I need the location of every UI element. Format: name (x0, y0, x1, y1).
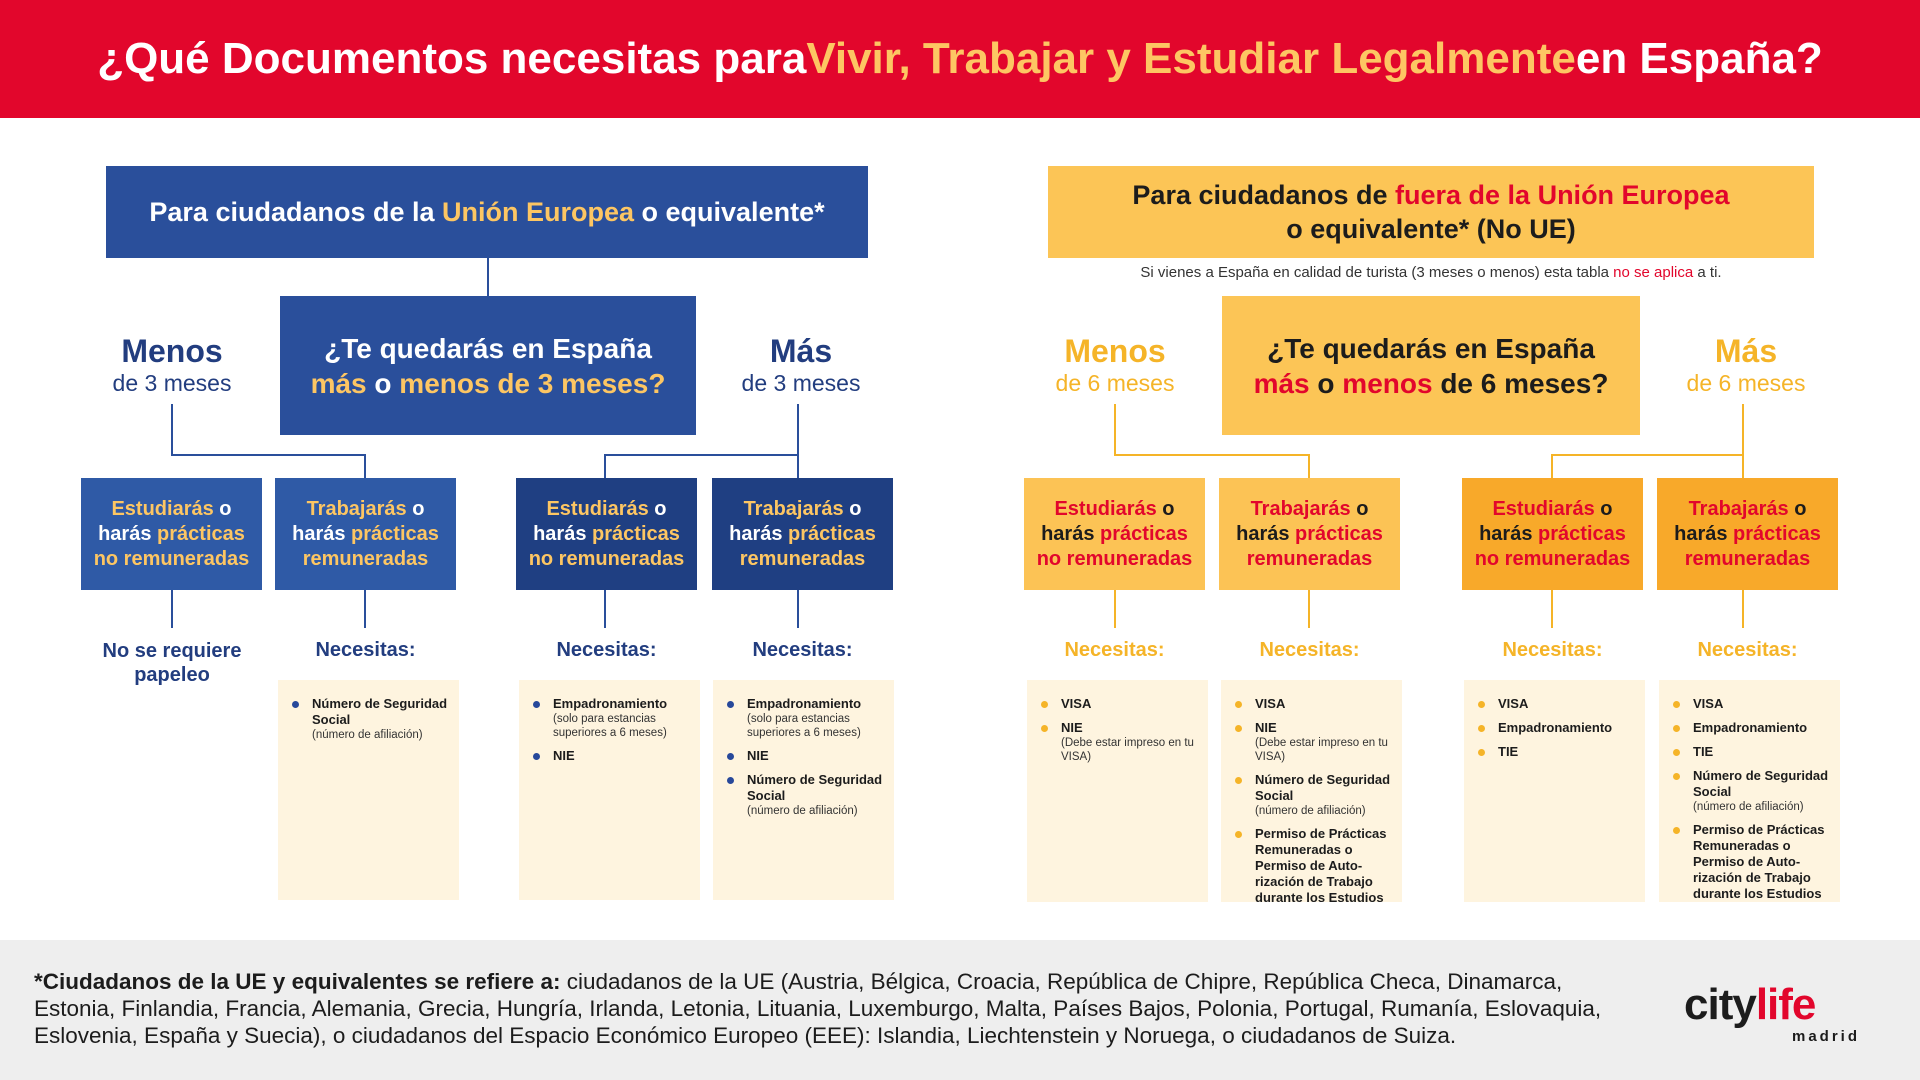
non-eu-less-study-box: Estudiarás o harás prácticas no remuneradas (1024, 478, 1205, 590)
doc-item-name: NIE (1255, 720, 1277, 735)
non-eu-less-big: Menos (1064, 333, 1166, 369)
doc-item-note: (número de afiliación) (312, 729, 423, 741)
needs-label: Necesitas: (1064, 639, 1165, 661)
doc-item-note: (número de afiliación) (747, 805, 858, 817)
non-eu-header-b: fuera de la Unión Europea (1395, 180, 1730, 210)
non-eu-less-small: de 6 meses (1055, 370, 1175, 396)
doc-item (529, 696, 692, 740)
tourist-note: Si vienes a España en calidad de turista (3 meses o menos) esta tabla no se aplica a ti. (1140, 264, 1722, 281)
doc-list-non-eu-less-work (1221, 680, 1402, 905)
doc-item (723, 696, 886, 740)
connector-line (1114, 454, 1310, 456)
eu-header-a: Para ciudadanos de la (149, 196, 443, 227)
eu-more-study-box: Estudiarás o harás prácticas no remuneradas (516, 478, 697, 590)
eu-less-big: Menos (121, 333, 223, 369)
doc-item (723, 772, 886, 818)
connector-line (1551, 454, 1553, 478)
non-eu-question-line1: ¿Te quedarás en España (1267, 332, 1595, 364)
connector-line (1114, 590, 1116, 628)
title-part2: Vivir, Trabajar y Estudiar Legalmente (806, 34, 1576, 83)
doc-item-name: NIE (1061, 720, 1083, 735)
eu-more-small: de 3 meses (741, 370, 861, 396)
doc-item (1474, 720, 1637, 736)
doc-item-note: (número de afiliación) (1255, 805, 1366, 817)
doc-item (1669, 744, 1832, 760)
doc-item-name: TIE (1498, 744, 1519, 759)
doc-item (1669, 696, 1832, 712)
doc-item-name: Número de Seguridad Social (1255, 772, 1391, 803)
doc-item-note: (solo para estancias superiores a 6 meses) (553, 713, 667, 739)
eu-question (280, 296, 696, 435)
connector-line (1114, 404, 1116, 454)
connector-line (797, 404, 799, 478)
doc-item-name: VISA (1693, 696, 1724, 711)
doc-item (1669, 768, 1832, 814)
citylife-logo (1684, 980, 1864, 1050)
title-banner (0, 0, 1920, 118)
non-eu-less-work-box: Trabajarás o harás prácticas remuneradas (1219, 478, 1400, 590)
eu-less-duration (67, 333, 277, 397)
connector-line (364, 590, 366, 628)
logo-city: city (1684, 980, 1756, 1029)
eu-more-work-box: Trabajarás o harás prácticas remuneradas (712, 478, 893, 590)
doc-item (1474, 696, 1637, 712)
non-eu-more-study-box: Estudiarás o harás prácticas no remuneradas (1462, 478, 1643, 590)
doc-list-eu-more-study (519, 680, 700, 900)
needs-label: Necesitas: (1502, 639, 1603, 661)
connector-line (604, 590, 606, 628)
doc-item (288, 696, 451, 742)
needs-label: Necesitas: (752, 639, 853, 661)
doc-item-name: Empadronamiento (747, 696, 862, 711)
eu-more-big: Más (769, 333, 833, 369)
doc-item-name: Permiso de Prácticas Remuneradas o Permiso de Auto-rización de Trabajo durante los Estudios (1255, 826, 1387, 905)
connector-line (604, 454, 606, 478)
doc-item-name: VISA (1498, 696, 1529, 711)
doc-item (529, 748, 692, 764)
doc-item-name: Empadronamiento (1498, 720, 1613, 735)
doc-list-non-eu-more-study (1464, 680, 1645, 902)
non-eu-more-big: Más (1714, 333, 1778, 369)
non-eu-less-duration (1010, 333, 1220, 397)
non-eu-more-duration (1641, 333, 1851, 397)
connector-line (1551, 454, 1744, 456)
doc-item (1231, 720, 1394, 764)
connector-line (1308, 454, 1310, 478)
doc-item (1669, 720, 1832, 736)
logo-life: life (1755, 980, 1816, 1029)
needs-label: Necesitas: (1697, 639, 1798, 661)
connector-line (171, 404, 173, 454)
eu-question-more: más (310, 367, 367, 399)
connector-line (1742, 590, 1744, 628)
logo-madrid: madrid (1791, 1028, 1860, 1045)
doc-item-name: NIE (553, 748, 575, 763)
eu-header-c: o equivalente* (634, 196, 825, 227)
doc-item (723, 748, 886, 764)
doc-item-name: Empadronamiento (553, 696, 668, 711)
doc-item-note: (Debe estar impreso en tu VISA) (1061, 737, 1194, 763)
doc-item (1037, 696, 1200, 712)
non-eu-header-line2: o equivalente* (No UE) (1286, 214, 1576, 244)
non-eu-header-a: Para ciudadanos de (1132, 180, 1396, 210)
no-paperwork-label: No se requiere papeleo (102, 640, 242, 686)
eu-less-small: de 3 meses (112, 370, 232, 396)
doc-item-note: (número de afiliación) (1693, 801, 1804, 813)
doc-item-name: Número de Seguridad Social (747, 772, 883, 803)
eu-less-work-box: Trabajarás o harás prácticas remuneradas (275, 478, 456, 590)
doc-item-name: Empadronamiento (1693, 720, 1808, 735)
non-eu-more-small: de 6 meses (1686, 370, 1806, 396)
connector-line (1308, 590, 1310, 628)
eu-more-duration (696, 333, 906, 397)
eu-question-or: o (366, 367, 400, 399)
connector-line (487, 258, 489, 296)
non-eu-more-work-box: Trabajarás o harás prácticas remuneradas (1657, 478, 1838, 590)
doc-item-name: Número de Seguridad Social (1693, 768, 1829, 799)
title-part3: en España? (1575, 34, 1823, 83)
doc-list-eu-more-work (713, 680, 894, 900)
doc-item (1037, 720, 1200, 764)
footer-bold: *Ciudadanos de la UE y equivalentes se refiere a: (34, 969, 561, 994)
doc-item-name: TIE (1693, 744, 1714, 759)
connector-line (797, 590, 799, 628)
doc-item (1231, 772, 1394, 818)
eu-less-study-box: Estudiarás o harás prácticas no remuneradas (81, 478, 262, 590)
title-part1: ¿Qué Documentos necesitas para (97, 34, 807, 83)
footer-note (34, 968, 1634, 1049)
connector-line (171, 590, 173, 628)
needs-label: Necesitas: (315, 639, 416, 661)
connector-line (171, 454, 366, 456)
doc-item-name: NIE (747, 748, 769, 763)
connector-line (604, 454, 799, 456)
eu-question-line1: ¿Te quedarás en España (324, 332, 652, 364)
doc-item (1231, 696, 1394, 712)
non-eu-question: ¿Te quedarás en España más o menos de 6 meses? (1222, 296, 1640, 435)
doc-item-note: (solo para estancias superiores a 6 meses) (747, 713, 861, 739)
doc-list-non-eu-more-work (1659, 680, 1840, 902)
doc-item-name: Número de Seguridad Social (312, 696, 448, 727)
eu-header-b: Unión Europea (442, 196, 635, 227)
doc-item-note: (Debe estar impreso en tu VISA) (1255, 737, 1388, 763)
needs-label: Necesitas: (1259, 639, 1360, 661)
doc-list-non-eu-less-study (1027, 680, 1208, 902)
connector-line (364, 454, 366, 478)
connector-line (1742, 404, 1744, 478)
doc-item (1474, 744, 1637, 760)
non-eu-header (1048, 166, 1814, 258)
doc-item-name: Permiso de Prácticas Remuneradas o Permiso de Auto-rización de Trabajo durante los Estudios (1693, 822, 1825, 901)
needs-label: Necesitas: (556, 639, 657, 661)
doc-item (1231, 826, 1394, 906)
eu-header (106, 166, 868, 258)
connector-line (1551, 590, 1553, 628)
footer-text: ciudadanos de la UE (Austria, Bélgica, Croacia, República de Chipre, República Checa, Dinamarca, Estonia, Finlandia, Francia, Alemania, Grecia, Hungría, Irlanda, Letonia, Lituania, Luxemburgo, Malta, Países Bajos, Polonia, Portugal, Rumanía, Eslovaquia, Eslovenia, España y Suecia), o ciudadanos del Espacio Económico Europeo (EEE): Islandia, Liechtenstein y Noruega, o ciudadanos de Suiza. (34, 969, 1602, 1048)
eu-question-less: menos de 3 meses? (399, 367, 666, 399)
doc-item (1669, 822, 1832, 902)
doc-item-name: VISA (1061, 696, 1092, 711)
doc-list-eu-less-work (278, 680, 459, 900)
doc-item-name: VISA (1255, 696, 1286, 711)
